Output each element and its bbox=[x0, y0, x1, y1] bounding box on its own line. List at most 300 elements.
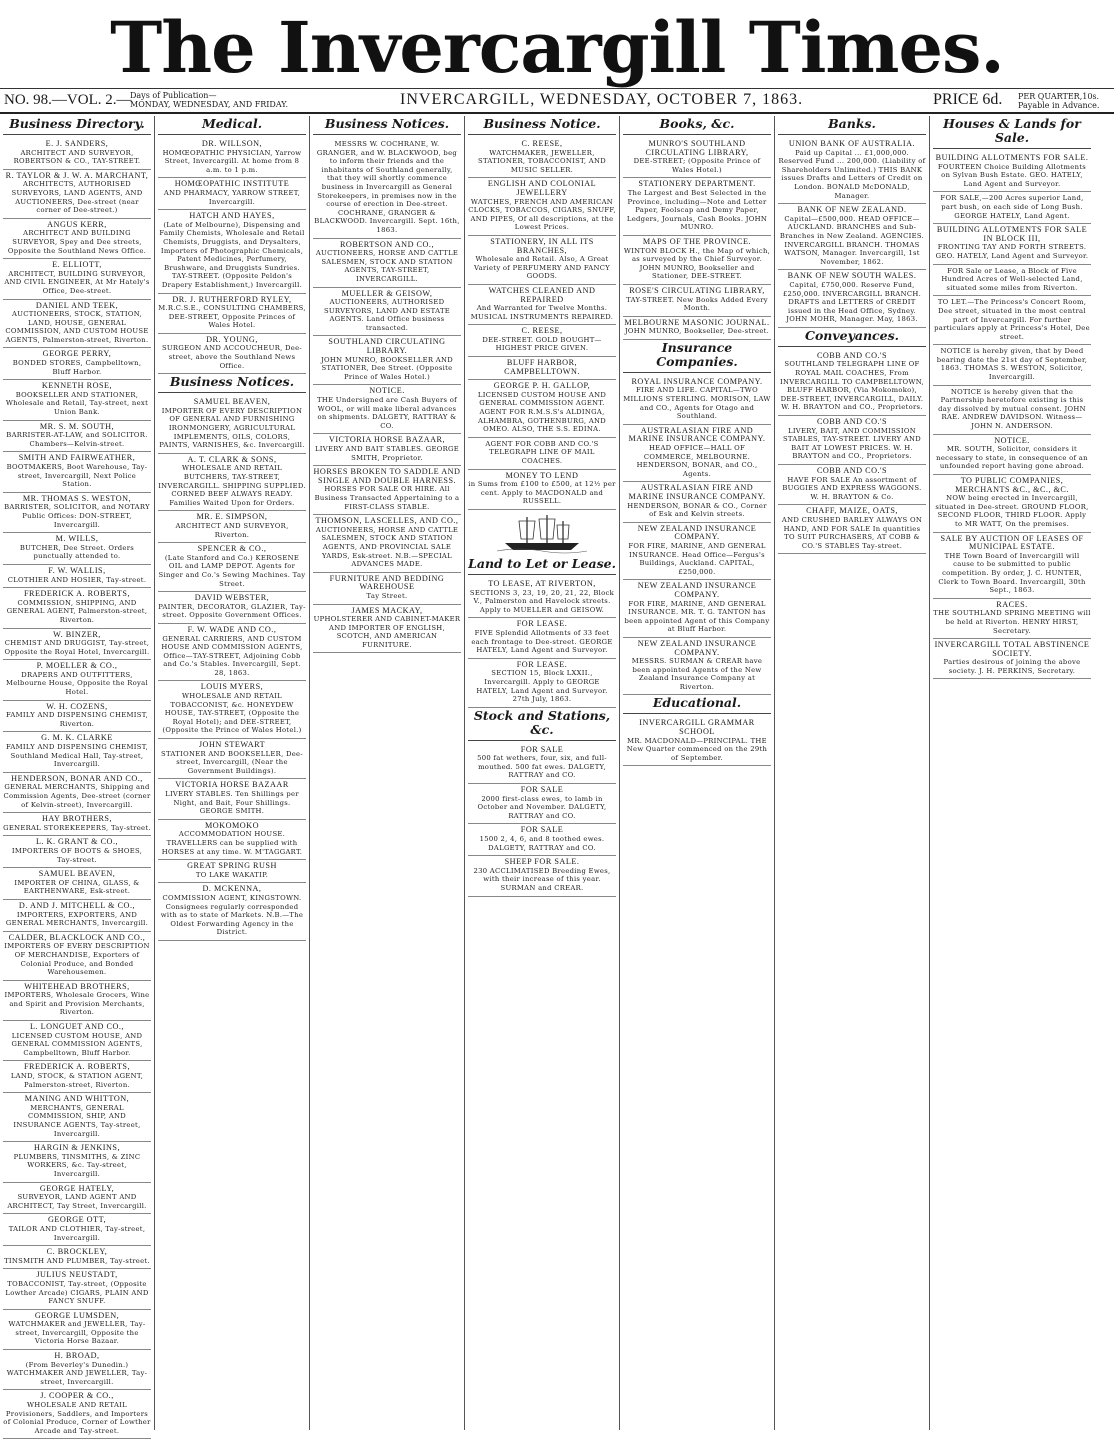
ad-body: COMMISSION AGENT, KINGSTOWN. Consignees regularly corresponded with as to state of Markets. N.B.—The Oldest Forwarding Agency in the District. bbox=[160, 893, 304, 937]
ad-body: TAILOR AND CLOTHIER, Tay-street, Invercargill. bbox=[8, 1224, 146, 1242]
ad-body: GENERAL CARRIERS, AND CUSTOM HOUSE AND COMMISSION AGENTS, Office—TAY-STREET, Adjoining Cobb and Co.'s Stables. Invercargill, Sept. 28, 1863. bbox=[161, 634, 303, 677]
advertisement bbox=[3, 533, 151, 565]
advertisement bbox=[3, 300, 151, 349]
ad-heading: F. W. WADE AND CO., bbox=[187, 624, 277, 634]
advertisement bbox=[3, 452, 151, 492]
ad-body: HEAD OFFICE—HALL OF COMMERCE, MELBOURNE. HENDERSON, BONAR, and CO., Agents. bbox=[636, 444, 758, 478]
ad-heading: GREAT SPRING RUSH bbox=[187, 861, 277, 871]
ad-body: IMPORTER OF EVERY DESCRIPTION OF GENERAL AND FURNISHING IRONMONGERY, AGRICULTURAL IMPLEMENTS, OILS, COLORS, PAINTS, VARNISHES, &c. Invercargill. bbox=[159, 406, 305, 450]
advertisement bbox=[158, 334, 306, 374]
advertisement bbox=[468, 784, 616, 824]
ad-body: LIVERY AND BAIT STABLES. GEORGE SMITH, Proprietor. bbox=[314, 445, 460, 462]
ad-heading: BLUFF HARBOR, CAMPBELLTOWN. bbox=[504, 358, 580, 376]
ad-body: MERCHANTS, GENERAL COMMISSION, SHIP, AND INSURANCE AGENTS, Tay-street, Invercargill. bbox=[13, 1103, 141, 1138]
ad-body: (From Beverley's Dunedin.) WATCHMAKER AND JEWELLER, Tay-street, Invercargill. bbox=[6, 1360, 148, 1386]
ad-body: WATCHES, FRENCH AND AMERICAN CLOCKS, TOBACCOS, CIGARS, SNUFF, AND PIPES, Of all descriptions, at the Lowest Prices. bbox=[468, 197, 616, 232]
ad-heading: AUSTRALASIAN FIRE AND MARINE INSURANCE COMPANY. bbox=[628, 425, 766, 444]
divider bbox=[0, 112, 1114, 114]
advertisement bbox=[158, 294, 306, 334]
ad-heading: STATIONERY, IN ALL ITS BRANCHES, bbox=[490, 236, 594, 255]
section-heading: Books, &c. bbox=[623, 116, 771, 135]
ad-body: BONDED STORES, Campbelltown, Bluff Harbor. bbox=[12, 359, 142, 376]
ad-list bbox=[778, 138, 926, 328]
advertisement bbox=[158, 883, 306, 941]
advertisement bbox=[623, 717, 771, 766]
advertisement bbox=[468, 285, 616, 325]
ad-heading: NOTICE. bbox=[994, 435, 1030, 445]
ad-body: FRONTING TAY AND FORTH STREETS. GEO. HATELY, Land Agent and Surveyor. bbox=[935, 243, 1089, 260]
advertisement bbox=[468, 470, 616, 510]
ad-body: CLOTHIER AND HOSIER, Tay-street. bbox=[7, 575, 147, 584]
ad-body: AND CRUSHED BARLEY ALWAYS ON HAND, AND FOR SALE In quantities TO SUIT PURCHASERS, AT COBB & CO.'S STABLES Tay-street. bbox=[781, 515, 923, 550]
ad-heading: TO LEASE, AT RIVERTON, bbox=[488, 578, 596, 588]
advertisement bbox=[623, 236, 771, 285]
ad-heading: CHAFF, MAIZE, OATS, bbox=[806, 506, 898, 516]
advertisement bbox=[158, 543, 306, 592]
masthead bbox=[0, 0, 1114, 100]
advertisement bbox=[623, 285, 771, 317]
ad-heading: G. M. K. CLARKE bbox=[41, 733, 113, 743]
ad-heading: C. REESE, bbox=[521, 139, 563, 148]
ad-list bbox=[313, 138, 461, 653]
ad-heading: UNION BANK OF AUSTRALIA. bbox=[788, 139, 916, 148]
ad-body: FOURTEEN Choice Building Allotments on Sylvan Bush Estate. GEO. HATELY, Land Agent and Surveyor. bbox=[937, 162, 1087, 188]
ad-heading: NEW ZEALAND INSURANCE COMPANY. bbox=[637, 523, 757, 542]
price-note bbox=[1018, 92, 1099, 110]
advertisement bbox=[468, 824, 616, 856]
ad-heading: FURNITURE AND BEDDING WAREHOUSE bbox=[329, 573, 445, 592]
ad-body: AGENT FOR COBB AND CO.'S TELEGRAPH LINE OF MAIL COACHES. bbox=[485, 439, 599, 465]
ad-body: FOR FIRE, MARINE, AND GENERAL INSURANCE. MR. T. G. TANTON has been appointed Agent of this Company at Bluff Harbor. bbox=[624, 599, 770, 634]
ad-body: AUCTIONEERS, HORSE AND CATTLE SALESMEN, STOCK AND STATION AGENTS, TAY-STREET, INVERCARGILL. bbox=[315, 249, 459, 283]
ad-heading: C. BROCKLEY, bbox=[46, 1247, 108, 1257]
ad-heading: L. K. GRANT & CO., bbox=[35, 837, 119, 847]
ad-heading: BANK OF NEW SOUTH WALES. bbox=[787, 271, 917, 281]
advertisement bbox=[933, 435, 1091, 475]
ad-body: AUCTIONEERS, AUTHORISED SURVEYORS, LAND AND ESTATE AGENTS. Land Office business transacted. bbox=[323, 298, 451, 332]
ad-body: WATCHMAKER, JEWELLER, STATIONER, TOBACCONIST, AND MUSIC SELLER. bbox=[477, 148, 607, 174]
ad-body: BARRISTER, SOLICITOR, and NOTARY Public Offices: DON-STREET, Invercargill. bbox=[4, 503, 150, 529]
ad-heading: MOKOMOKO bbox=[204, 820, 260, 830]
ad-heading: COBB AND CO.'S bbox=[816, 466, 888, 475]
ad-list bbox=[623, 138, 771, 340]
advertisement bbox=[3, 1142, 151, 1182]
ad-heading: W. BINZER, bbox=[53, 629, 101, 639]
ad-heading: AUSTRALASIAN FIRE AND MARINE INSURANCE COMPANY. bbox=[628, 483, 766, 501]
ad-heading: A. T. CLARK & SONS, bbox=[187, 454, 277, 464]
ad-heading: FOR LEASE. bbox=[516, 619, 568, 629]
advertisement bbox=[313, 336, 461, 385]
advertisement bbox=[3, 932, 151, 981]
ad-body: ARCHITECT, BUILDING SURVEYOR, AND CIVIL ENGINEER, At Mr Hately's Office, Dee-street. bbox=[4, 269, 150, 295]
section-heading: Houses & Lands for Sale. bbox=[933, 116, 1091, 149]
advertisement bbox=[623, 178, 771, 236]
ad-body: IMPORTER OF CHINA, GLASS, & EARTHENWARE, Esk-street. bbox=[14, 878, 140, 896]
ad-heading: INVERCARGILL GRAMMAR SCHOOL bbox=[639, 718, 755, 737]
ad-body: Capital—£500,000. HEAD OFFICE—AUCKLAND. BRANCHES and Sub-Branches in New Zealand. AGENCIES. INVERCARGILL BRANCH. THOMAS WATSON, Manager. Invercargill, 1st November, 1862. bbox=[779, 214, 925, 266]
ad-body: NOTICE is hereby given, that by Deed bearing date the 21st day of September, 1863. THOMAS S. WESTON, Solicitor, Invercargill. bbox=[936, 347, 1088, 382]
ad-list bbox=[623, 717, 771, 766]
ad-heading: MELBOURNE MASONIC JOURNAL. bbox=[624, 317, 770, 327]
advertisement bbox=[468, 178, 616, 236]
columns bbox=[0, 116, 1114, 1435]
advertisement bbox=[3, 1093, 151, 1142]
ad-heading: JULIUS NEUSTADT, bbox=[36, 1270, 118, 1280]
advertisement bbox=[158, 681, 306, 739]
ad-body: COMMISSION, SHIPPING, AND GENERAL AGENT, Palmerston-street, Riverton. bbox=[6, 598, 148, 624]
ad-body: NOW being erected in Invercargill, situated in Dee-street. GROUND FLOOR, SECOND FLOOR, THIRD FLOOR. Apply to MR WATT, On the premises. bbox=[935, 494, 1089, 528]
ad-body: WHOLESALE AND RETAIL TOBACCONIST, &c. HONEYDEW HOUSE, TAY-STREET, (Opposite the Royal Hotel); and DEE-STREET, (Opposite the Prince of Wales Hotel.) bbox=[162, 692, 302, 735]
ad-body: HENDERSON, BONAR & CO., Corner of Esk and Kelvin streets. bbox=[627, 501, 767, 519]
ad-body: NOTICE is hereby given that the Partnership heretofore existing is this day dissolved by mutual consent. JOHN RAE. ANDREW DAVIDSON. Witness—JOHN N. ANDERSON. bbox=[938, 387, 1086, 431]
advertisement bbox=[3, 348, 151, 380]
section-heading: Stock and Stations, &c. bbox=[468, 708, 616, 741]
ad-body: in Sums from £100 to £500, at 12½ per cent. Apply to MACDONALD and RUSSELL. bbox=[468, 480, 616, 506]
ad-heading: FREDERICK A. ROBERTS, bbox=[24, 1062, 130, 1072]
ad-body: And Warranted for Twelve Months. MUSICAL INSTRUMENTS REPAIRED. bbox=[470, 304, 614, 321]
ad-body: THE Undersigned are Cash Buyers of WOOL, or will make liberal advances on shipments. DALGETY, RATTRAY & CO. bbox=[317, 396, 457, 430]
section-heading: Business Notices. bbox=[313, 116, 461, 135]
advertisement bbox=[3, 138, 151, 170]
ad-body: 1500 2, 4, 6, and 8 toothed ewes. DALGETY, RATTRAY and CO. bbox=[479, 835, 605, 852]
ad-list bbox=[468, 138, 616, 510]
advertisement bbox=[623, 482, 771, 522]
ad-body: LICENSED CUSTOM HOUSE AND GENERAL COMMISSION AGENT. AGENT FOR R.M.S.S's ALDINGA, ALHAMBRA, GOTHENBURG, AND OMEO. ALSO, THE S.S. EDINA. bbox=[477, 390, 607, 434]
ad-heading: J. COOPER & CO., bbox=[40, 1391, 114, 1401]
ad-body: WHOLESALE AND RETAIL Provisioners, Saddlers, and Importers of Colonial Produce, Corner of Lowther Arcade and Tay-street. bbox=[3, 1401, 151, 1435]
ad-list bbox=[468, 578, 616, 708]
ad-body: PLUMBERS, TINSMITHS, & ZINC WORKERS, &c. Tay-street, Invercargill. bbox=[13, 1152, 141, 1178]
advertisement bbox=[933, 533, 1091, 599]
price: PRICE 6d. bbox=[933, 91, 1003, 108]
ad-heading: THOMSON, LASCELLES, AND CO., bbox=[315, 516, 459, 526]
ad-heading: SPENCER & CO., bbox=[197, 544, 267, 554]
publication-days-label: Days of Publication— bbox=[130, 91, 217, 100]
ad-body: DRAPERS AND OUTFITTERS, Melbourne House, Opposite the Royal Hotel. bbox=[5, 670, 149, 697]
advertisement bbox=[468, 380, 616, 438]
section-heading: Conveyances. bbox=[778, 328, 926, 347]
ad-heading: BANK OF NEW ZEALAND. bbox=[797, 205, 907, 215]
ad-heading: SHEEP FOR SALE. bbox=[504, 857, 580, 867]
advertisement bbox=[158, 860, 306, 883]
ad-heading: INVERCARGILL TOTAL ABSTINENCE SOCIETY. bbox=[934, 640, 1090, 658]
ad-heading: MR. THOMAS S. WESTON, bbox=[22, 493, 132, 503]
advertisement bbox=[623, 638, 771, 696]
section-heading: Medical. bbox=[158, 116, 306, 135]
ad-body: THE SOUTHLAND SPRING MEETING will be held at Riverton. HENRY HIRST, Secretary. bbox=[933, 609, 1091, 635]
ad-body: FAMILY AND DISPENSING CHEMIST, Southland Medical Hall, Tay-street, Invercargill. bbox=[5, 743, 149, 769]
ad-body: AUCTIONEERS, HORSE AND CATTLE SALESMEN, STOCK AND STATION AGENTS, AND PROVINCIAL SALE YARDS, Esk-street. N.B.—SPECIAL ADVANCES MADE. bbox=[315, 525, 459, 569]
ad-heading: FREDERICK A. ROBERTS, bbox=[24, 589, 130, 599]
advertisement bbox=[468, 856, 616, 896]
ad-body: TINSMITH AND PLUMBER, Tay-street. bbox=[4, 1256, 150, 1265]
advertisement bbox=[778, 270, 926, 328]
ad-heading: W. H. COZENS, bbox=[46, 701, 108, 711]
ad-heading: JOHN STEWART bbox=[198, 740, 266, 750]
ad-body: DEE-STREET; (Opposite Prince of Wales Hotel.) bbox=[633, 157, 761, 174]
ad-heading: DR. J. RUTHERFORD RYLEY, bbox=[172, 294, 292, 304]
advertisement bbox=[933, 386, 1091, 435]
section-heading: Land to Let or Lease. bbox=[468, 556, 616, 575]
ad-heading: CALDER, BLACKLOCK AND CO., bbox=[8, 932, 146, 942]
ad-body: UPHOLSTERER AND CABINET-MAKER AND IMPORTER OF ENGLISH, SCOTCH, AND AMERICAN FURNITURE. bbox=[313, 615, 461, 649]
ad-body: SURGEON AND ACCOUCHEUR, Dee-street, above the Southland News Office. bbox=[161, 344, 303, 370]
ad-body: LICENSED CUSTOM HOUSE, AND GENERAL COMMISSION AGENTS, Campbelltown, Bluff Harbor. bbox=[11, 1031, 143, 1057]
ad-heading: DR. WILLSON, bbox=[201, 139, 263, 148]
ad-body: 500 fat wethers, four, six, and full-mouthed. 500 fat ewes. DALGETY, RATTRAY and CO. bbox=[477, 754, 607, 780]
advertisement bbox=[3, 1310, 151, 1350]
advertisement bbox=[778, 350, 926, 416]
advertisement bbox=[933, 639, 1091, 679]
ad-heading: E. J. SANDERS, bbox=[45, 139, 109, 148]
advertisement bbox=[933, 224, 1091, 264]
ad-body: 230 ACCLIMATISED Breeding Ewes, with their increase of this year. SURMAN and CREAR. bbox=[473, 866, 611, 892]
ad-body: FOR SALE,—200 Acres superior Land, part bush, on each side of Long Bush. GEORGE HATELY, Land Agent. bbox=[940, 194, 1084, 220]
ad-body: HAVE FOR SALE An assortment of BUGGIES AND EXPRESS WAGGONS. W. H. BRAYTON & Co. bbox=[782, 475, 922, 501]
advertisement bbox=[3, 660, 151, 700]
price-note-1: PER QUARTER,10s. bbox=[1018, 92, 1100, 101]
ad-body: IMPORTERS OF BOOTS & SHOES, Tay-street. bbox=[11, 846, 143, 864]
ad-heading: VICTORIA HORSE BAZAAR, bbox=[328, 435, 446, 445]
ad-body: Parties desirous of joining the above society. J. H. PERKINS, Secretary. bbox=[943, 658, 1081, 675]
advertisement bbox=[313, 466, 461, 515]
ad-body: HORSES FOR SALE OR HIRE. All Business Transacted Appertaining to a FIRST-CLASS STABLE. bbox=[314, 485, 460, 511]
ship-illustration bbox=[497, 513, 587, 553]
advertisement bbox=[468, 138, 616, 178]
ad-body: MESSRS W. COCHRANE, W. GRANGER, and W. BLACKWOOD, beg to inform their friends and the inhabitants of Southland generally, that they will shortly commence business in Invercargill as General Storekeepers, in premises now in the course of erection in Dee-street. COCHRANE, GRANGER & BLACKWOOD. Invercargill. Sept. 16th, 1863. bbox=[314, 140, 460, 234]
advertisement bbox=[933, 475, 1091, 533]
advertisement bbox=[3, 836, 151, 868]
ad-body: FAMILY AND DISPENSING CHEMIST, Riverton. bbox=[5, 711, 149, 728]
ad-body: LIVERY, BAIT, AND COMMISSION STABLES, TAY-STREET. LIVERY AND BAIT AT LOWEST PRICES. W. H. BRAYTON and CO., Proprietors. bbox=[782, 426, 922, 461]
ad-heading: HORSES BROKEN TO SADDLE AND SINGLE AND DOUBLE HARNESS. bbox=[313, 467, 461, 485]
advertisement bbox=[313, 138, 461, 239]
advertisement bbox=[3, 701, 151, 733]
ad-heading: NEW ZEALAND INSURANCE COMPANY. bbox=[637, 581, 757, 599]
advertisement bbox=[778, 138, 926, 204]
ad-heading: MUNRO'S SOUTHLAND CIRCULATING LIBRARY, bbox=[645, 139, 749, 157]
advertisement bbox=[933, 152, 1091, 192]
price-note-2: Payable in Advance. bbox=[1018, 101, 1100, 110]
ad-heading: D. MCKENNA, bbox=[202, 884, 262, 894]
ad-heading: HOMŒOPATHIC INSTITUTE bbox=[174, 179, 290, 189]
ad-heading: GEORGE LUMSDEN, bbox=[34, 1310, 120, 1320]
ad-body: M.R.C.S.E., CONSULTING CHAMBERS, DEE-STREET, Opposite Princes of Wales Hotel. bbox=[158, 304, 306, 330]
advertisement bbox=[3, 1061, 151, 1093]
advertisement bbox=[313, 288, 461, 337]
advertisement bbox=[778, 465, 926, 505]
advertisement bbox=[3, 868, 151, 900]
section-heading: Business Notices. bbox=[158, 374, 306, 393]
ad-body: (Late of Melbourne), Dispensing and Family Chemists, Wholesale and Retail Chemists, Druggists, and Drysalters, Importers of Photographic Chemicals, Patent Medicines, Perfumery, Brushware, and Druggists Sundries. TAY-STREET. (Opposite Peldon's Drapery Establishment,) Invercargill. bbox=[159, 220, 305, 289]
advertisement bbox=[158, 138, 306, 178]
ad-body: ACCOMMODATION HOUSE. TRAVELLERS can be supplied with HORSES at any time. W. M'TAGGART. bbox=[161, 830, 303, 856]
advertisement bbox=[3, 565, 151, 588]
ad-body: SURVEYOR, LAND AGENT AND ARCHITECT, Tay Street, Invercargill. bbox=[7, 1193, 147, 1210]
advertisement bbox=[158, 624, 306, 682]
advertisement bbox=[468, 438, 616, 470]
ad-heading: E. ELLIOTT, bbox=[52, 260, 102, 270]
ad-body: ARCHITECT AND BUILDING SURVEYOR, Spey and Dee streets, Opposite the Southland News Office. bbox=[7, 229, 147, 255]
ad-heading: BUILDING ALLOTMENTS FOR SALE. bbox=[935, 153, 1089, 162]
advertisement bbox=[3, 170, 151, 219]
ad-body: LAND, STOCK, & STATION AGENT, Palmerston-street, Riverton. bbox=[10, 1072, 144, 1089]
ad-heading: D. AND J. MITCHELL & CO., bbox=[18, 900, 136, 910]
ad-body: TAY-STREET. New Books Added Every Month. bbox=[626, 295, 768, 313]
ad-body: BUTCHER, Dee Street. Orders punctually attended to. bbox=[19, 543, 135, 561]
issue-number: NO. 98.—VOL. 2.— bbox=[4, 92, 132, 108]
ad-body: (Late Stanford and Co.) KEROSENE OIL and LAMP DEPOT. Agents for Singer and Co.'s Sewing Machines. Tay Street. bbox=[158, 553, 306, 588]
ad-heading: SAMUEL BEAVEN, bbox=[38, 869, 116, 879]
ad-heading: P. MOELLER & CO., bbox=[36, 661, 118, 671]
ad-heading: L. LONGUET AND CO., bbox=[30, 1022, 124, 1032]
ad-body: BARRISTER-AT-LAW, and SOLICITOR. Chambers—Kelvin-street. bbox=[6, 431, 148, 448]
ad-heading: TO PUBLIC COMPANIES, MERCHANTS &C., &C., &C. bbox=[955, 476, 1069, 494]
ad-heading: BUILDING ALLOTMENTS FOR SALE IN BLOCK III, bbox=[936, 225, 1088, 243]
ad-body: Paid up Capital ... £1,000,000. Reserved Fund ... 200,000. (Liability of Shareholders Unlimited.) THIS BANK issues Drafts and Letters of Credit on London. BONALD McDONALD, Manager. bbox=[778, 148, 926, 200]
ad-body: JOHN MUNRO, BOOKSELLER AND STATIONER, Dee Street. (Opposite Prince of Wales Hotel.) bbox=[321, 355, 453, 381]
ad-heading: F. W. WALLIS, bbox=[48, 565, 106, 575]
advertisement bbox=[3, 380, 151, 420]
ad-heading: GEORGE PERRY, bbox=[42, 349, 112, 359]
advertisement bbox=[623, 523, 771, 581]
ad-body: ARCHITECT AND SURVEYOR, ROBERTSON & CO., TAY-STREET. bbox=[13, 148, 141, 166]
ad-heading: ANGUS KERR, bbox=[47, 219, 107, 229]
advertisement bbox=[3, 219, 151, 259]
ad-body: MR. SOUTH, Solicitor, considers it necessary to state, in consequence of an unfounded report having gone abroad. bbox=[936, 445, 1088, 471]
ad-body: MESSRS. SURMAN & CREAR have been appointed Agents of the New Zealand Insurance Company at Riverton. bbox=[631, 657, 763, 691]
ad-body: BOOKSELLER AND STATIONER, Wholesale and Retail, Tay-street, next Union Bank. bbox=[5, 390, 149, 417]
ad-body: TO LAKE WAKATIP. bbox=[195, 870, 269, 879]
ad-list bbox=[933, 152, 1091, 679]
column-5 bbox=[620, 116, 775, 1430]
column-6 bbox=[775, 116, 930, 1430]
ad-heading: ENGLISH AND COLONIAL JEWELLERY bbox=[487, 179, 597, 197]
advertisement bbox=[3, 773, 151, 813]
ad-body: LIVERY STABLES. Ten Shillings per Night, and Bait, Four Shillings. GEORGE SMITH. bbox=[165, 790, 299, 816]
ad-list bbox=[468, 744, 616, 897]
publication-days-value: MONDAY, WEDNESDAY, AND FRIDAY. bbox=[130, 100, 289, 109]
issue-bar bbox=[0, 91, 1114, 113]
ad-body: TO LET.—The Princess's Concert Room, Dee street, situated in the most central part of Invercargill. For further particulars apply at Princess's Hotel, Dee street. bbox=[934, 298, 1090, 341]
ad-body: HOMŒOPATHIC PHYSICIAN, Yarrow Street, Invercargill. At home from 8 a.m. to 1 p.m. bbox=[162, 148, 302, 174]
advertisement bbox=[623, 138, 771, 178]
advertisement bbox=[313, 515, 461, 573]
ad-heading: HENDERSON, BONAR AND CO., bbox=[11, 773, 143, 783]
advertisement bbox=[468, 578, 616, 618]
ad-body: SOUTHLAND TELEGRAPH LINE OF ROYAL MAIL COACHES, From INVERCARGILL TO CAMPBELLTOWN, BLUFF HARBOR, (Via Mokomoko), DEE-STREET, INVERCARGILL, DAILY. W. H. BRAYTON and CO., Proprietors. bbox=[780, 360, 924, 412]
ad-heading: KENNETH ROSE, bbox=[41, 381, 113, 391]
advertisement bbox=[3, 1183, 151, 1215]
ad-body: ARCHITECTS, AUTHORISED SURVEYORS, LAND AGENTS, AND AUCTIONEERS, Dee-street (near corner of Dee-street.) bbox=[11, 180, 143, 215]
advertisement bbox=[3, 588, 151, 628]
advertisement bbox=[3, 1246, 151, 1269]
section-heading: Educational. bbox=[623, 695, 771, 714]
ad-heading: HAY BROTHERS, bbox=[41, 814, 113, 824]
advertisement bbox=[623, 317, 771, 340]
section-heading: Insurance Companies. bbox=[623, 340, 771, 373]
ad-heading: ROYAL INSURANCE COMPANY. bbox=[631, 376, 763, 386]
advertisement bbox=[3, 813, 151, 836]
ad-heading: DAVID WEBSTER, bbox=[194, 593, 270, 603]
ad-heading: C. REESE, bbox=[521, 326, 563, 336]
ad-body: THE Town Board of Invercargill will cause to be submitted to public competition. By order, J. C. HUNTER, Clerk to Town Board. Invercargill, 30th Sept., 1863. bbox=[938, 551, 1086, 595]
advertisement bbox=[158, 739, 306, 779]
advertisement bbox=[933, 345, 1091, 385]
ad-heading: COBB AND CO.'S bbox=[816, 417, 888, 427]
ad-body: AND PHARMACY, YARROW STREET, Invercargill. bbox=[163, 188, 301, 206]
ad-body: ARCHITECT AND SURVEYOR, Riverton. bbox=[175, 521, 289, 539]
ad-body: IMPORTERS, EXPORTERS, AND GENERAL MERCHANTS, Invercargill. bbox=[5, 910, 149, 928]
advertisement bbox=[3, 1021, 151, 1061]
ad-body: 2000 first-class ewes, to lamb in October and November. DALGETY, RATTRAY and CO. bbox=[477, 794, 607, 820]
advertisement bbox=[3, 1269, 151, 1309]
ad-heading: FOR SALE bbox=[520, 825, 564, 835]
advertisement bbox=[158, 396, 306, 454]
advertisement bbox=[778, 204, 926, 270]
ad-body: WATCHMAKER and JEWELLER, Tay-street, Invercargill, Opposite the Victoria Horse Bazaar. bbox=[8, 1320, 146, 1346]
column-3 bbox=[310, 116, 465, 1430]
ad-heading: SMITH AND FAIRWEATHER, bbox=[18, 453, 136, 463]
divider bbox=[0, 88, 1114, 89]
ad-body: BOOTMAKERS, Boot Warehouse, Tay-street, Invercargill, Next Police Station. bbox=[6, 463, 148, 489]
ad-heading: GEORGE OTT, bbox=[47, 1215, 107, 1225]
ad-heading: MANING AND WHITTON, bbox=[24, 1094, 130, 1104]
ad-heading: NOTICE. bbox=[369, 386, 405, 396]
advertisement bbox=[468, 659, 616, 708]
ad-heading: FOR SALE bbox=[520, 785, 564, 795]
ad-list bbox=[623, 376, 771, 696]
ad-heading: LOUIS MYERS, bbox=[200, 682, 264, 692]
ad-heading: MR. S. M. SOUTH, bbox=[39, 421, 115, 431]
advertisement bbox=[468, 618, 616, 658]
ad-body: MR. MACDONALD—PRINCIPAL. THE New Quarter commenced on the 29th of September. bbox=[626, 736, 768, 762]
advertisement bbox=[623, 376, 771, 425]
ad-body: CHEMIST AND DRUGGIST, Tay-street, Opposite the Royal Hotel, Invercargill. bbox=[4, 639, 150, 656]
ad-heading: MAPS OF THE PROVINCE. bbox=[642, 236, 752, 246]
ad-heading: GEORGE P. H. GALLOP, bbox=[493, 381, 591, 391]
ad-heading: SAMUEL BEAVEN, bbox=[193, 397, 271, 407]
advertisement bbox=[3, 493, 151, 533]
ad-heading: DR. YOUNG, bbox=[206, 334, 258, 344]
ad-heading: COBB AND CO.'S bbox=[816, 350, 888, 360]
ad-list bbox=[158, 138, 306, 374]
ad-heading: FOR LEASE. bbox=[516, 659, 568, 669]
advertisement bbox=[158, 779, 306, 819]
ad-body: GENERAL STOREKEEPERS, Tay-street. bbox=[3, 823, 151, 832]
ad-heading: WATCHES CLEANED AND REPAIRED bbox=[488, 285, 596, 304]
ad-body: SECTION 15, Block LXXII., Invercargill. Apply to GEORGE HATELY, Land Agent and Surveyor. 27th July, 1863. bbox=[476, 669, 608, 704]
ad-body: FOR Sale or Lease, a Block of Five Hundred Acres of Well-selected Land, situated some miles from Riverton. bbox=[941, 266, 1083, 292]
advertisement bbox=[3, 900, 151, 932]
ad-body: WINTON BLOCK H., the Map of which, as surveyed by the Chief Surveyor. JOHN MUNRO, Bookseller and Stationer, DEE-STREET. bbox=[623, 246, 771, 281]
ad-body: FOR FIRE, MARINE, AND GENERAL INSURANCE. Head Office—Fergus's Buildings, Auckland. CAPITAL, £250,000. bbox=[628, 541, 766, 576]
advertisement bbox=[313, 239, 461, 288]
ad-body: FIRE AND LIFE. CAPITAL—TWO MILLIONS STERLING. MORISON, LAW and CO., Agents for Otago and Southland. bbox=[623, 386, 771, 421]
ad-heading: VICTORIA HORSE BAZAAR bbox=[175, 780, 289, 790]
ad-heading: MONEY TO LEND bbox=[505, 470, 579, 480]
advertisement bbox=[313, 573, 461, 605]
advertisement bbox=[933, 192, 1091, 224]
section-heading: Business Notice. bbox=[468, 116, 616, 135]
advertisement bbox=[313, 385, 461, 434]
ad-heading: STATIONERY DEPARTMENT. bbox=[638, 179, 756, 189]
ad-body: The Largest and Best Selected in the Province, including—Note and Letter Paper, Foolscap and Demy Paper, Ledgers, Journals, Cash Books. JOHN MUNRO. bbox=[626, 188, 768, 232]
ad-body: Capital, £750,000. Reserve Fund, £250,000. INVERCARGILL BRANCH. DRAFTS and LETTERS of CREDIT issued in the Head Office, Sydney. JOHN MOHR, Manager. May, 1863. bbox=[782, 280, 922, 324]
ad-body: FIVE Splendid Allotments of 33 feet each frontage to Dee-street. GEORGE HATELY, Land Agent and Surveyor. bbox=[471, 628, 613, 655]
advertisement bbox=[3, 1350, 151, 1390]
ad-heading: MR. E. SIMPSON, bbox=[196, 512, 268, 522]
